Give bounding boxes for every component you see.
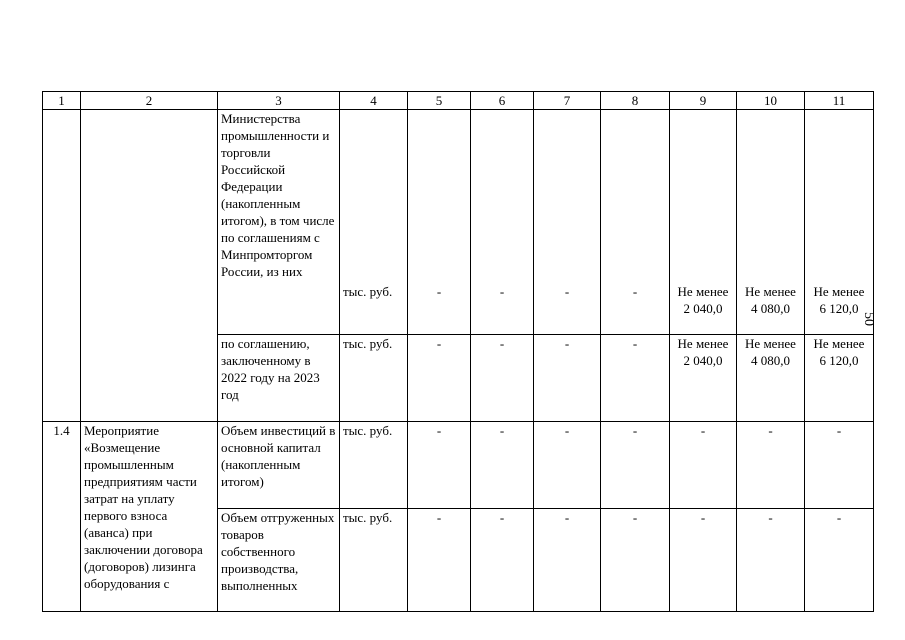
header-cell: 8 <box>601 92 670 110</box>
value-cell: - <box>408 110 471 335</box>
value-cell <box>805 110 874 335</box>
value-cell: - <box>408 422 471 509</box>
header-cell: 10 <box>737 92 805 110</box>
value-number: 6 120,0 <box>819 301 859 316</box>
value-cell: - <box>534 422 601 509</box>
header-row <box>43 92 874 110</box>
value-cell: - <box>805 509 874 612</box>
value-cell <box>670 335 737 422</box>
value-cell: - <box>408 335 471 422</box>
indicator-cell: Объем инвестиций в основной капитал (накопленным итогом) <box>218 422 340 509</box>
indicator-cell: Министерства промышленности и торговли Российской Федерации (накопленным итогом), в том числе по соглашениям с Минпромторгом России, из них <box>218 110 340 335</box>
page-number: 50 <box>861 312 876 326</box>
table-row <box>43 110 874 335</box>
value-cell: - <box>737 509 805 612</box>
value-cell: - <box>805 422 874 509</box>
value-cell <box>737 110 805 335</box>
data-table <box>42 91 874 612</box>
value-cell: - <box>601 509 670 612</box>
value-cell: - <box>534 110 601 335</box>
value-cell: - <box>471 509 534 612</box>
header-cell: 4 <box>340 92 408 110</box>
activity-cell: Мероприятие «Возмещение промышленным предприятиям части затрат на уплату первого взноса (аванса) при заключении договора (договоров) лизинга оборудования с <box>81 422 218 612</box>
unit-cell: тыс. руб. <box>340 110 408 335</box>
value-cell: - <box>670 509 737 612</box>
value-prefix: Не менее <box>813 284 865 299</box>
header-cell: 6 <box>471 92 534 110</box>
indicator-cell: по соглашению, заключенному в 2022 году на 2023 год <box>218 335 340 422</box>
value-number: 6 120,0 <box>819 353 859 368</box>
header-cell: 11 <box>805 92 874 110</box>
value-cell: - <box>601 335 670 422</box>
value-cell: - <box>601 422 670 509</box>
value-number: 2 040,0 <box>683 301 723 316</box>
value-cell: - <box>408 509 471 612</box>
unit-cell: тыс. руб. <box>340 422 408 509</box>
value-cell <box>737 335 805 422</box>
value-cell: - <box>601 110 670 335</box>
unit-cell: тыс. руб. <box>340 509 408 612</box>
value-prefix: Не менее <box>745 336 796 351</box>
value-cell: - <box>534 509 601 612</box>
value-prefix: Не менее <box>813 336 865 351</box>
header-cell: 2 <box>81 92 218 110</box>
row-number-cell: 1.4 <box>43 422 81 612</box>
header-cell: 5 <box>408 92 471 110</box>
value-cell <box>670 110 737 335</box>
value-cell: - <box>471 110 534 335</box>
header-cell: 9 <box>670 92 737 110</box>
value-cell: - <box>471 335 534 422</box>
value-cell: - <box>534 335 601 422</box>
header-cell: 7 <box>534 92 601 110</box>
value-cell: - <box>737 422 805 509</box>
unit-cell: тыс. руб. <box>340 335 408 422</box>
activity-cell <box>81 110 218 422</box>
table-row <box>43 422 874 509</box>
header-cell: 1 <box>43 92 81 110</box>
value-cell: - <box>670 422 737 509</box>
value-prefix: Не менее <box>677 284 729 299</box>
value-prefix: Не менее <box>745 284 796 299</box>
value-cell: - <box>471 422 534 509</box>
header-cell: 3 <box>218 92 340 110</box>
value-number: 4 080,0 <box>751 353 790 368</box>
value-prefix: Не менее <box>677 336 729 351</box>
indicator-cell: Объем отгруженных товаров собственного производства, выполненных <box>218 509 340 612</box>
value-number: 4 080,0 <box>751 301 790 316</box>
value-cell <box>805 335 874 422</box>
row-number-cell <box>43 110 81 422</box>
value-number: 2 040,0 <box>683 353 723 368</box>
